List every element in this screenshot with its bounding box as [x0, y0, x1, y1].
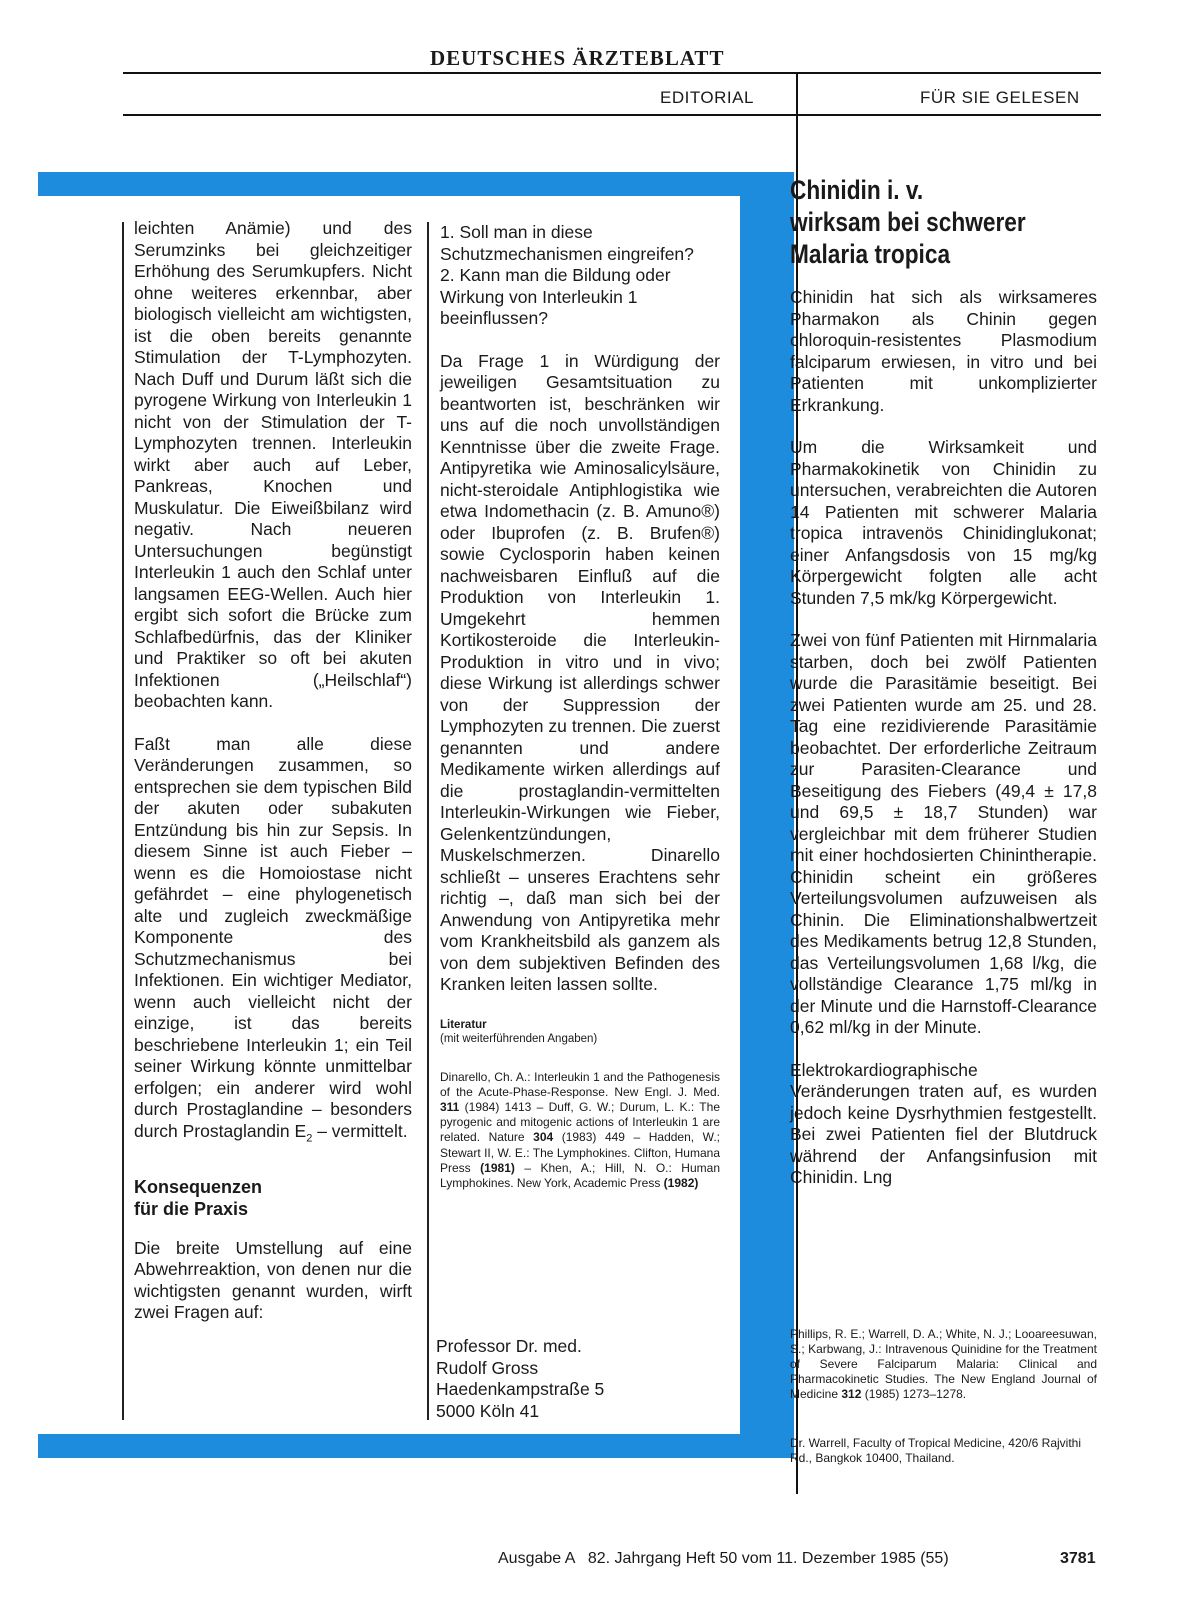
review-reference: Phillips, R. E.; Warrell, D. A.; White, N. J.; Looareesuwan, S.; Karbwang, J.: Intravenous Quinidine for the Treatment of Severe Falciparum Malaria: Clinical and Pharmacokinetic Studies. The New England Journal of Medicine 312 (1985) 1273–1278.	[790, 1327, 1097, 1401]
literature-list: Dinarello, Ch. A.: Interleukin 1 and the Pathogenesis of the Acute-Phase-Response. New Engl. J. Med. 311 (1984) 1413 – Duff, G. W.; Durum, L. K.: The pyrogenic and mitogenic actions of Interleukin 1 are related. Nature 304 (1983) 449 – Hadden, W.; Stewart II, W. E.: The Lymphokines. Clifton, Humana Press (1981) – Khen, A.; Hill, N. O.: Human Lymphokines. New York, Academic Press (1982)	[440, 1069, 720, 1190]
col2-left-rule	[427, 222, 429, 1420]
author-address: Professor Dr. med. Rudolf Gross Haedenkampstraße 5 5000 Köln 41	[436, 1336, 605, 1421]
header-rule-top	[123, 72, 1101, 74]
blue-bar-top	[38, 172, 794, 196]
review-address: Dr. Warrell, Faculty of Tropical Medicine, 420/6 Rajvithi Rd., Bangkok 10400, Thailand.	[790, 1436, 1081, 1465]
masthead: DEUTSCHES ÄRZTEBLATT	[430, 46, 725, 70]
editorial-column-2	[440, 222, 720, 1191]
question-list: 1. Soll man in diese Schutzmechanismen eingreifen? 2. Kann man die Bildung oder Wirkung von Interleukin 1 beeinflussen?	[440, 222, 694, 328]
header-rule-bottom	[123, 114, 1101, 116]
editorial-paragraph: Da Frage 1 in Würdigung der jeweiligen Gesamtsituation zu beantworten ist, beschränken wir uns auf die noch unvollständigen Kenntnisse über die zweite Frage. Antipyretika wie Aminosalicylsäure, nicht-steroidale Antiphlogistika wie etwa Indomethacin (z. B. Amuno®) oder Ibuprofen (z. B. Brufen®) sowie Cyclosporin haben keinen nachweisbaren Einfluß auf die Produktion von Interleukin 1. Umgekehrt hemmen Kortikosteroide die Interleukin-Produktion in vitro und in vivo; diese Wirkung ist allerdings schwer von der Suppression der Lymphozyten zu trennen. Die zuerst genannten und andere Medikamente wirken allerdings auf die prostaglandin-vermittelten Interleukin-Wirkungen wie Fieber, Gelenkentzündungen, Muskelschmerzen. Dinarello schließt – unseres Erachtens sehr richtig –, daß man sich bei der Anwendung von Antipyretika mehr vom Krankheitsbild als ganzem als von dem subjektiven Befinden des Kranken leiten lassen sollte.	[440, 350, 720, 994]
section-label-editorial: EDITORIAL	[660, 88, 754, 107]
review-paragraph: Zwei von fünf Patienten mit Hirnmalaria starben, doch bei zwölf Patienten wurde die Parasitämie beseitigt. Bei zwei Patienten wurde am 25. und 28. Tag eine rezidivierende Parasitämie beobachtet. Der erforderliche Zeitraum zur Parasiten-Clearance und Beseitigung des Fiebers (49,4 ± 17,8 und 69,5 ± 18,7 Stunden) war vergleichbar mit dem früherer Studien mit einer hochdosierten Chinintherapie. Chinidin scheint ein größeres Verteilungsvolumen aufzuweisen als Chinin. Die Eliminationshalbwertzeit des Medikaments betrug 12,8 Stunden, das Verteilungsvolumen 1,68 l/kg, die vollständige Clearance 1,75 ml/kg in der Minute und die Harnstoff-Clearance 0,62 ml/kg in der Minute.	[790, 630, 1097, 1037]
section-heading-konsequenzen: Konsequenzen für die Praxis	[134, 1176, 263, 1219]
review-paragraph: Chinidin hat sich als wirksameres Pharmakon als Chinin gegen chloroquin-resistentes Plasmodium falciparum erwiesen, in vitro und bei Patienten mit unkomplizierter Erkrankung.	[790, 287, 1097, 415]
review-paragraph: Elektrokardiographische Veränderungen traten auf, es wurden jedoch keine Dysrhythmien festgestellt. Bei zwei Patienten fiel der Blutdruck während der Anfangsinfusion mit Chinidin. Lng	[790, 1059, 1097, 1187]
footer-issue-info: Ausgabe A 82. Jahrgang Heft 50 vom 11. Dezember 1985 (55)	[498, 1550, 949, 1567]
blue-bar-right	[740, 196, 794, 1434]
editorial-paragraph: Die breite Umstellung auf eine Abwehrreaktion, von denen nur die wichtigsten genannt wurden, wirft zwei Fragen auf:	[134, 1237, 412, 1322]
article-title: Chinidin i. v. wirksam bei schwerer Malaria tropica	[790, 175, 1026, 269]
col1-left-rule	[122, 222, 124, 1420]
page-number: 3781	[1060, 1550, 1096, 1567]
editorial-paragraph: Faßt man alle diese Veränderungen zusammen, so entsprechen sie dem typischen Bild der akuten oder subakuten Entzündung bis hin zur Sepsis. In diesem Sinne ist auch Fieber – wenn es die Homoiostase nicht gefährdet – eine phylogenetisch alte und zugleich zweckmäßige Komponente des Schutzmechanismus bei Infektionen. Ein wichtiger Mediator, wenn auch vielleicht nicht der einzige, ist das bereits beschriebene Interleukin 1; ein Teil seiner Wirkung könnte unmittelbar erfolgen; ein anderer wird wohl durch Prostaglandine – besonders durch Prostaglandin $E_2$ – vermittelt.	[134, 733, 412, 1144]
editorial-paragraph: leichten Anämie) und des Serumzinks bei gleichzeitiger Erhöhung des Serumkupfers. Nicht ohne weiteres erkennbar, aber biologisch vielleicht am wichtigsten, ist die oben bereits genannte Stimulation der T-Lymphozyten. Nach Duff und Durum läßt sich die pyrogene Wirkung von Interleukin 1 nicht von der Stimulation der T-Lymphozyten trennen. Interleukin wirkt aber auch auf Leber, Pankreas, Knochen und Muskulatur. Die Eiweißbilanz wird negativ. Nach neueren Untersuchungen begünstigt Interleukin 1 auch den Schlaf unter langsamen EEG-Wellen. Auch hier ergibt sich sofort die Brücke zum Schlafbedürfnis, das der Kliniker und Praktiker so oft bei akuten Infektionen („Heilschlaf“) beobachten kann.	[134, 218, 412, 711]
section-label-fuer-sie-gelesen: FÜR SIE GELESEN	[920, 88, 1080, 107]
review-body	[790, 287, 1097, 1189]
review-paragraph: Um die Wirksamkeit und Pharmakokinetik von Chinidin zu untersuchen, verabreichten die Autoren 14 Patienten mit schwerer Malaria tropica intravenös Chinidinglukonat; einer Anfangsdosis von 15 mg/kg Körpergewicht folgten alle acht Stunden 7,5 mk/kg Körpergewicht.	[790, 437, 1097, 608]
literature-heading: Literatur (mit weiterführenden Angaben)	[440, 1018, 598, 1045]
blue-bar-bottom	[38, 1434, 794, 1458]
editorial-column-1	[134, 218, 412, 1324]
